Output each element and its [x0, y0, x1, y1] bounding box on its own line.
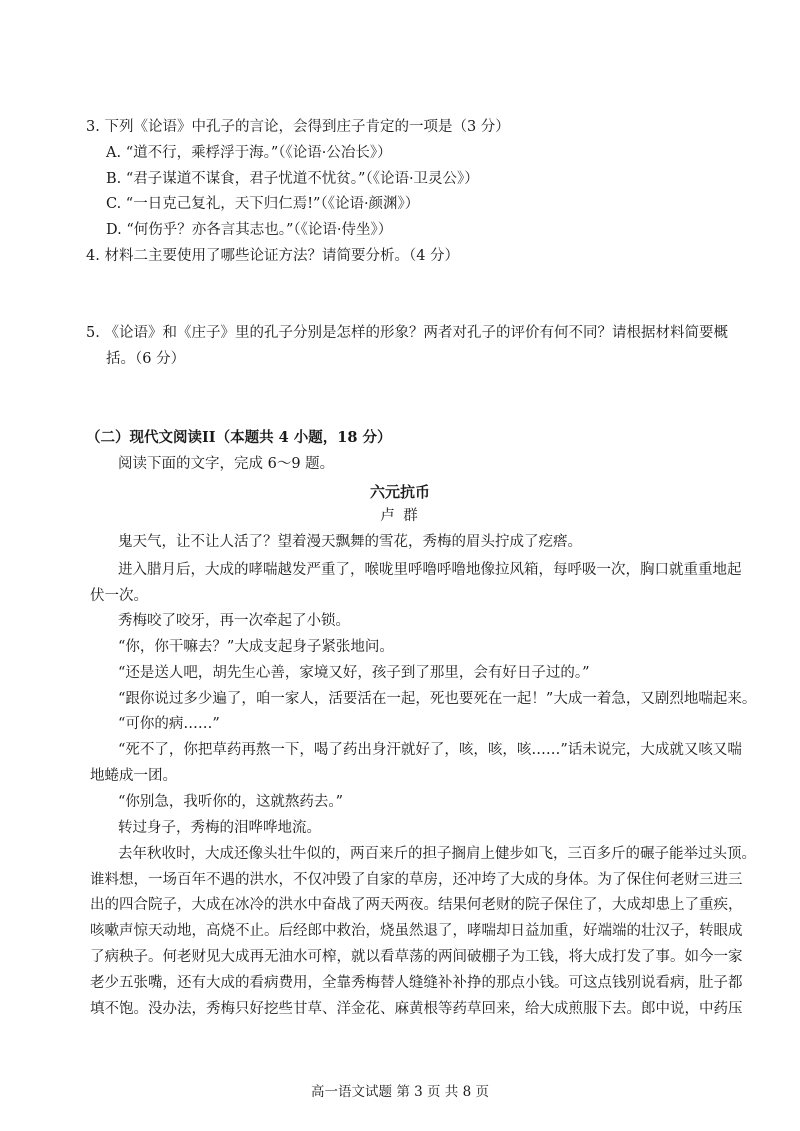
question-5-line-2: 括。（6 分） [106, 351, 186, 367]
story-line: 鬼天气，让不让人活了？望着漫天飘舞的雪花，秀梅的眉头拧成了疙瘩。 [118, 534, 582, 550]
story-line: “还是送人吧，胡先生心善，家境又好，孩子到了那里，会有好日子过的。” [118, 665, 590, 681]
story-line: 咳嗽声惊天动地，高烧不止。后经郎中救治，烧虽然退了，哮喘却日益加重，好端端的壮汉子，转眼成 [90, 923, 743, 939]
question-4: 4. 材料二主要使用了哪些论证方法？请简要分析。（4 分） [86, 248, 460, 264]
story-line: 填不饱。没办法，秀梅只好挖些甘草、洋金花、麻黄根等药草回来，给大成煎服下去。郎中说，中药压 [90, 1001, 743, 1017]
question-3-option-c: C. “一日克己复礼，天下归仁焉!”（《论语·颜渊》） [106, 196, 420, 212]
section-heading: （二）现代文阅读II（本题共 4 小题，18 分） [86, 429, 392, 446]
question-3-option-b: B. “君子谋道不谋食，君子忧道不忧贫。”（《论语·卫灵公》） [106, 171, 479, 187]
story-line: 出的四合院子，大成在冰冷的洪水中奋战了两天两夜。结果何老财的院子保住了，大成却患上了重疾， [90, 897, 743, 913]
story-line: 了病秧子。何老财见大成再无油水可榨，就以看草荡的两间破棚子为工钱，将大成打发了事。如今一家 [90, 949, 743, 965]
story-line: “你，你干嘛去？”大成支起身子紧张地问。 [118, 639, 394, 655]
story-line: 老少五张嘴，还有大成的看病费用，全靠秀梅替人缝缝补补挣的那点小钱。可这点钱别说看病，肚子都 [90, 975, 743, 991]
question-3-option-d: D. “何伤乎？亦各言其志也。”（《论语·侍坐》） [106, 222, 393, 238]
page-footer: 高一语文试题 第 3 页 共 8 页 [311, 1084, 489, 1100]
story-author: 卢 群 [380, 508, 420, 524]
story-line: 伏一次。 [90, 588, 148, 604]
story-line: “你别急，我听你的，这就熬药去。” [118, 794, 344, 810]
section-instruction: 阅读下面的文字，完成 6～9 题。 [118, 456, 335, 472]
story-title: 六元抗币 [369, 483, 430, 501]
question-3-stem: 3. 下列《论语》中孔子的言论，会得到庄子肯定的一项是（3 分） [86, 119, 510, 135]
question-5-line-1: 5. 《论语》和《庄子》里的孔子分别是怎样的形象？两者对孔子的评价有何不同？请根据材料简要概 [86, 325, 728, 341]
story-line: 进入腊月后，大成的哮喘越发严重了，喉咙里呼噜呼噜地像拉风箱，每呼吸一次，胸口就重重地起 [118, 562, 742, 578]
story-line: 谁料想，一场百年不遇的洪水，不仅冲毁了自家的草房，还冲垮了大成的身体。为了保住何老财三进三 [90, 872, 743, 888]
question-3-option-a: A. “道不行，乘桴浮于海。”（《论语·公冶长》） [106, 145, 392, 161]
story-line: 去年秋收时，大成还像头壮牛似的，两百来斤的担子搁肩上健步如飞，三百多斤的碾子能举过头顶。 [118, 846, 756, 862]
story-line: 秀梅咬了咬牙，再一次牵起了小锁。 [118, 613, 350, 629]
story-line: “可你的病……” [118, 716, 220, 732]
story-line: “死不了，你把草药再熬一下，喝了药出身汗就好了，咳，咳，咳……”话未说完，大成就又咳又喘 [118, 742, 742, 758]
story-line: 转过身子，秀梅的泪哗哗地流。 [118, 820, 321, 836]
story-line: “跟你说过多少遍了，咱一家人，活要活在一起，死也要死在一起！”大成一着急，又剧烈地喘起来。 [118, 691, 757, 707]
story-line: 地蜷成一团。 [90, 768, 177, 784]
